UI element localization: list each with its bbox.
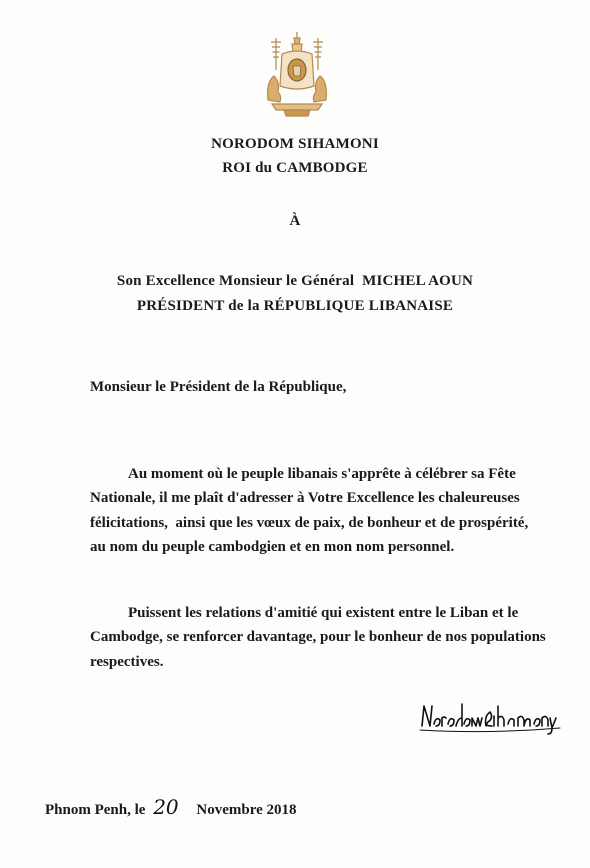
- closing-date-line: [45, 795, 297, 819]
- body-paragraph-1: [90, 462, 529, 559]
- to-marker: À: [289, 213, 301, 229]
- royal-cambodian-coat-of-arms-icon: [262, 30, 332, 120]
- body-paragraph-2: [90, 601, 546, 674]
- closing-month-year: Novembre 2018: [196, 802, 297, 818]
- paragraph-line: félicitations, ainsi que les vœux de paix, de bonheur et de prospérité,: [90, 514, 529, 531]
- paragraph-line: respectives.: [90, 653, 164, 670]
- paragraph-line: Au moment où le peuple libanais s'apprête à célébrer sa Fête: [128, 466, 516, 482]
- closing-day: 20: [153, 795, 179, 819]
- closing-place: Phnom Penh, le: [45, 802, 146, 818]
- paragraph-line: Cambodge, se renforcer davantage, pour le bonheur de nos populations: [90, 629, 546, 646]
- salutation: Monsieur le Président de la République,: [90, 379, 347, 395]
- sender-title: ROI du CAMBODGE: [222, 160, 368, 176]
- paragraph-line: au nom du peuple cambodgien et en mon nom personnel.: [90, 538, 455, 555]
- sender-name: NORODOM SIHAMONI: [211, 136, 379, 152]
- paragraph-line: Puissent les relations d'amitié qui existent entre le Liban et le: [128, 605, 519, 621]
- addressee-name: Son Excellence Monsieur le Général MICHEL AOUN: [116, 273, 474, 289]
- addressee-title: PRÉSIDENT de la RÉPUBLIQUE LIBANAISE: [136, 298, 454, 314]
- paragraph-line: Nationale, il me plaît d'adresser à Votre Excellence les chaleureuses: [90, 490, 520, 507]
- handwritten-signature-icon: [418, 696, 564, 736]
